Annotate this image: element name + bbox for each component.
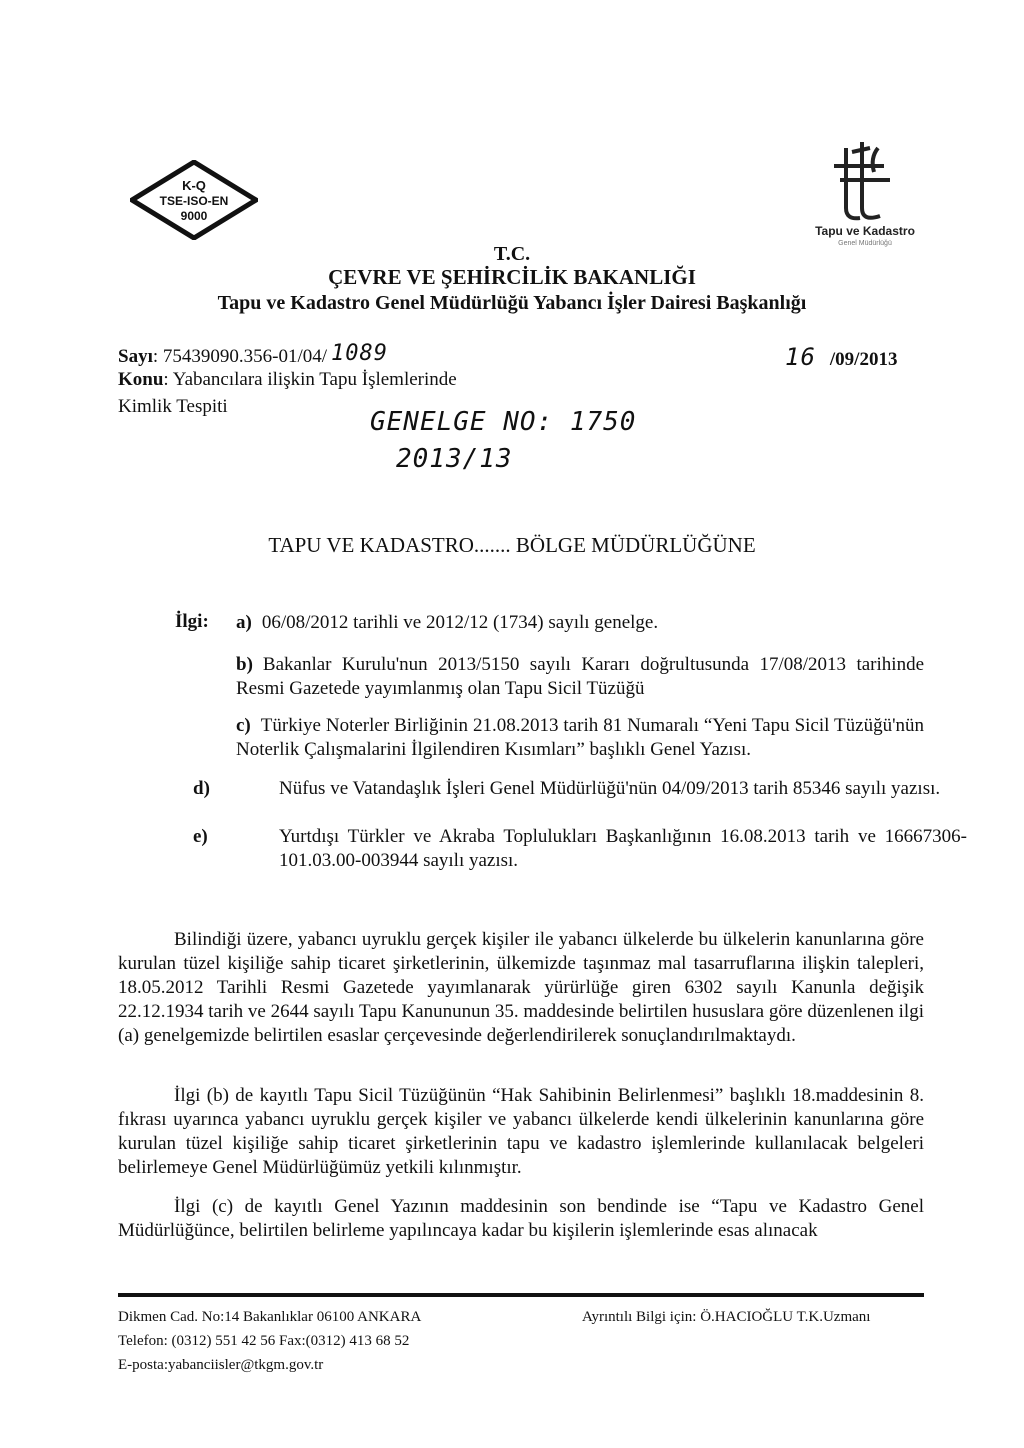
header-ministry: ÇEVRE VE ŞEHİRCİLİK BAKANLIĞI xyxy=(328,265,696,289)
body-paragraph: İlgi (c) de kayıtlı Genel Yazının maddesinin son bendinde ise “Tapu ve Kadastro Genel Müdürlüğünce, belirtilen belirleme yapılıncaya kadar bu kişilerin işlemlerinde esas alınacak xyxy=(118,1196,924,1241)
konu-value: : Yabancılara ilişkin Tapu İşlemlerinde xyxy=(163,369,457,390)
logo-line-1: K-Q xyxy=(182,178,206,193)
ilgi-text: 06/08/2012 tarihli ve 2012/12 (1734) sayılı genelge. xyxy=(261,612,659,633)
ilgi-item-c xyxy=(236,714,924,762)
footer-contact: Ayrıntılı Bilgi için: Ö.HACIOĞLU T.K.Uzmanı xyxy=(582,1309,871,1325)
footer-divider xyxy=(118,1293,924,1297)
ilgi-letter: b) xyxy=(236,654,253,675)
ilgi-text: Yurtdışı Türkler ve Akraba Toplulukları Başkanlığının 16.08.2013 tarih ve 16667306- 101.03.00-003944 sayılı yazısı. xyxy=(279,826,967,871)
ilgi-letter: d) xyxy=(193,778,210,799)
genelge-no-handwritten: GENELGE NO: 1750 xyxy=(370,407,637,437)
date-handwritten-day: 16 xyxy=(785,343,816,371)
body-paragraph: İlgi (b) de kayıtlı Tapu Sicil Tüzüğünün “Hak Sahibinin Belirlenmesi” başlıklı 18.maddesinin 8. fıkrası uyarınca yabancı uyruklu gerçek kişiler ve yabancı ülkelerde kendi ülkelerinin kanunlarına göre kurulan tüzel kişiliğe sahip ticaret şirketlerinin tapu ve kadastro işlemlerinde kullanılacak belgeleri belirlemeye Genel Müdürlüğümüz yetkili kılınmıştır. xyxy=(118,1085,924,1178)
ilgi-letter: c) xyxy=(236,715,251,736)
footer-phone: Telefon: (0312) 551 42 56 Fax:(0312) 413 68 52 xyxy=(118,1333,410,1349)
sayi-label: Sayı xyxy=(118,346,153,367)
sayi-value: : 75439090.356-01/04/ xyxy=(152,346,328,367)
tk-emblem-icon xyxy=(800,138,930,224)
footer-address: Dikmen Cad. No:14 Bakanlıklar 06100 ANKARA xyxy=(118,1309,422,1325)
ilgi-letter: a) xyxy=(236,612,252,633)
sayi-handwritten: 1089 xyxy=(331,341,389,366)
recipient-heading: TAPU VE KADASTRO....... BÖLGE MÜDÜRLÜĞÜNE xyxy=(268,533,756,557)
date-printed: /09/2013 xyxy=(829,349,898,370)
body-paragraph: Bilindiği üzere, yabancı uyruklu gerçek kişiler ile yabancı ülkelerde bu ülkelerin kanunlarına göre kurulan tüzel kişiliğe sahip ticaret şirketlerinin, ülkemizde taşınmaz mal tasarruflarına ilişkin talepleri, 18.05.2012 Tarihli Resmi Gazetede yayımlanarak yürürlüğe giren 6302 sayılı Kanunla değişik 22.12.1934 tarih ve 2644 sayılı Tapu Kanununun 35. maddesinde belirtilen hususlara göre düzenlenen ilgi (a) genelgemizde belirtilen esaslar çerçevesinde değerlendirilerek sonuçlandırılmaktaydı. xyxy=(118,929,924,1046)
ilgi-item-e xyxy=(193,825,967,873)
footer-email: E-posta:yabanciisler@tkgm.gov.tr xyxy=(118,1357,324,1373)
quality-certification-logo xyxy=(130,160,258,240)
ilgi-label: İlgi: xyxy=(175,611,209,632)
logo-line-3: 9000 xyxy=(180,209,208,223)
logo-line-2: TSE-ISO-EN xyxy=(159,194,229,208)
header-tc: T.C. xyxy=(493,243,531,265)
ilgi-item-b xyxy=(236,653,924,701)
ilgi-text: Nüfus ve Vatandaşlık İşleri Genel Müdürlüğü'nün 04/09/2013 tarih 85346 sayılı yazısı. xyxy=(279,778,941,799)
konu-line xyxy=(118,369,457,391)
genelge-year-handwritten: 2013/13 xyxy=(396,444,513,474)
sayi-line xyxy=(118,343,388,368)
tk-logo-subtitle: Genel Müdürlüğü xyxy=(838,240,892,247)
ilgi-letter: e) xyxy=(193,826,208,847)
ilgi-item-d xyxy=(193,777,967,801)
ilgi-item-a xyxy=(236,611,924,635)
konu-value-line2: Kimlik Tespiti xyxy=(118,396,228,417)
konu-label: Konu xyxy=(118,369,164,390)
ilgi-text: Bakanlar Kurulu'nun 2013/5150 sayılı Kararı doğrultusunda 17/08/2013 tarihinde Resmi Gazetede yayımlanmış olan Tapu Sicil Tüzüğü xyxy=(236,654,924,699)
header-department: Tapu ve Kadastro Genel Müdürlüğü Yabancı İşler Dairesi Başkanlığı xyxy=(217,292,807,314)
tk-logo-name: Tapu ve Kadastro xyxy=(815,224,915,238)
date-line xyxy=(785,343,897,371)
ilgi-text: Türkiye Noterler Birliğinin 21.08.2013 tarih 81 Numaralı “Yeni Tapu Sicil Tüzüğü'nün Noterlik Çalışmalarini İlgilendiren Kısımları” başlıklı Genel Yazısı. xyxy=(236,715,924,760)
